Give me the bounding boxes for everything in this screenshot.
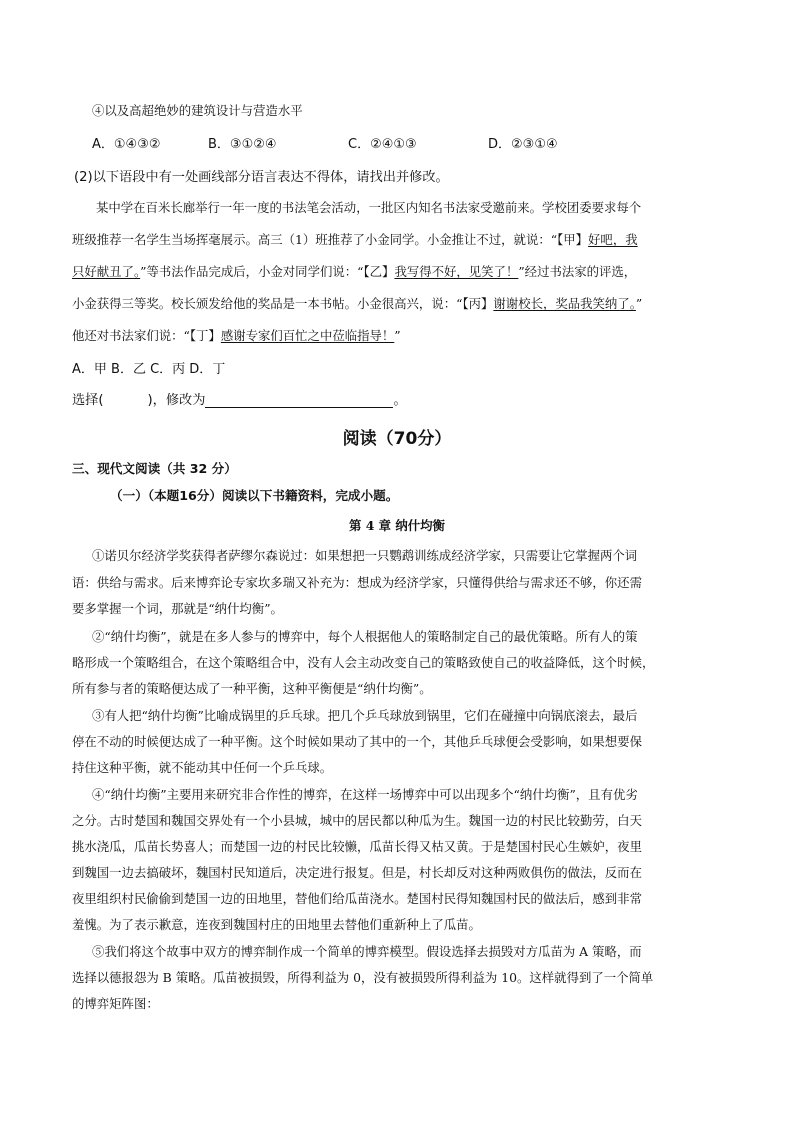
choice-d: D．②③①④: [488, 137, 558, 152]
para-line: ④“纳什均衡”主要用来研究非合作性的博弈，在这样一场博弈中可以出现多个“纳什均衡”，且有优劣: [92, 787, 638, 802]
choice-c: C．②④①③: [348, 137, 417, 152]
para-line: ⑤我们将这个故事中双方的博弈制作成一个简单的博弈模型。假设选择去损毁对方瓜苗为 A 策略，而: [92, 944, 642, 959]
para-line: ①诺贝尔经济学奖获得者萨缪尔森说过：如果想把一只鹦鹉训练成经济学家，只需要让它掌握两个词: [92, 548, 638, 563]
para-line: 选择以德报怨为 B 策略。瓜苗被损毁，所得利益为 0，没有被损毁所得利益为 10。这样就得到了一个简单: [72, 970, 654, 985]
underlined-bing: 谢谢校长，奖品我笑纳了。: [493, 296, 636, 311]
passage-line: 只好献丑了。”等书法作品完成后，小金对同学们说：“【乙】我写得不好，见笑了！”经过书法家的评选，: [72, 264, 637, 279]
passage-line: 某中学在百米长廊举行一年一度的书法笔会活动，一批区内知名书法家受邀前来。学校团委要求每个: [96, 200, 642, 215]
sub-heading: （一）（本题16分）阅读以下书籍资料，完成小题。: [110, 488, 399, 503]
para-line: 夜里组织村民偷偷到楚国一边的田地里，替他们给瓜苗浇水。楚国村民得知魏国村民的做法后，感到非常: [72, 891, 642, 906]
underlined-jia-cont: 只好献丑了。: [72, 264, 141, 279]
question-option-4: ④以及高超绝妙的建筑设计与营造水平: [92, 103, 303, 118]
para-line: ②“纳什均衡”，就是在多人参与的博弈中，每个人根据他人的策略制定自己的最优策略。所有人的策: [92, 629, 638, 644]
para-line: 持住这种平衡，就不能动其中任何一个乒乓球。: [72, 760, 333, 775]
para-line: 语：供给与需求。后来博弈论专家坎多瑞又补充为：想成为经济学家，只懂得供给与需求还不够，你还需: [72, 575, 642, 590]
underlined-jia: 好吧，我: [588, 232, 638, 247]
para-line: 之分。古时楚国和魏国交界处有一个小县城，城中的居民都以种瓜为生。魏国一边的村民比较勤劳，白天: [72, 813, 642, 828]
para-line: 停在不动的时候便达成了一种平衡。这个时候如果动了其中的一个，其他乒乓球便会受影响，如果想要保: [72, 734, 642, 749]
para-line: ③有人把“纳什均衡”比喻成锅里的乒乓球。把几个乒乓球放到锅里，它们在碰撞中向锅底滚去，最后: [92, 708, 638, 723]
choice-a: A．①④③②: [92, 137, 161, 152]
choices-q1: [92, 133, 558, 152]
para-line: 挑水浇瓜，瓜苗长势喜人；而楚国一边的村民比较懒，瓜苗长得又枯又黄。于是楚国村民心生嫉妒，夜里: [72, 839, 642, 854]
choices-q2: A．甲 B．乙 C．丙 D．丁: [72, 362, 226, 377]
para-line: 略形成一个策略组合，在这个策略组合中，没有人会主动改变自己的策略致使自己的收益降低，这个时候，: [72, 655, 655, 670]
passage-line: 他还对书法家们说：“【丁】感谢专家们百忙之中莅临指导！”: [72, 328, 401, 343]
passage-line: 小金获得三等奖。校长颁发给他的奖品是一本书帖。小金很高兴，说：“【丙】谢谢校长，奖品我笑纳了。”: [72, 296, 643, 311]
para-line: 所有参与者的策略便达成了一种平衡，这种平衡便是“纳什均衡”。: [72, 681, 432, 696]
section-title: 阅读（70分）: [342, 429, 452, 449]
choice-b: B．③①②④: [208, 137, 277, 152]
para-line: 到魏国一边去搞破坏，魏国村民知道后，决定进行报复。但是，村长却反对这种两败俱伤的做法，反而在: [72, 865, 642, 880]
question-2-prompt: (2)以下语段中有一处画线部分语言表达不得体，请找出并修改。: [74, 170, 449, 185]
underlined-ding: 感谢专家们百忙之中莅临指导！: [220, 328, 395, 343]
para-line: 的博弈矩阵图：: [72, 996, 159, 1011]
underlined-yi: 我写得不好，见笑了！: [394, 264, 519, 279]
answer-blank[interactable]: [205, 393, 393, 408]
chapter-title: 第 4 章 纳什均衡: [349, 518, 445, 533]
para-line: 要多掌握一个词，那就是“纳什均衡”。: [72, 601, 283, 616]
passage-line: 班级推荐一名学生当场挥毫展示。高三（1）班推荐了小金同学。小金推让不过，就说：“【甲】好吧，我: [72, 232, 638, 247]
para-line: 羞愧。为了表示歉意，连夜到魏国村庄的田地里去替他们重新种上了瓜苗。: [72, 917, 481, 932]
part-heading: 三、现代文阅读（共 32 分）: [72, 461, 237, 476]
answer-line: 选择( )，修改为 。: [72, 393, 407, 408]
